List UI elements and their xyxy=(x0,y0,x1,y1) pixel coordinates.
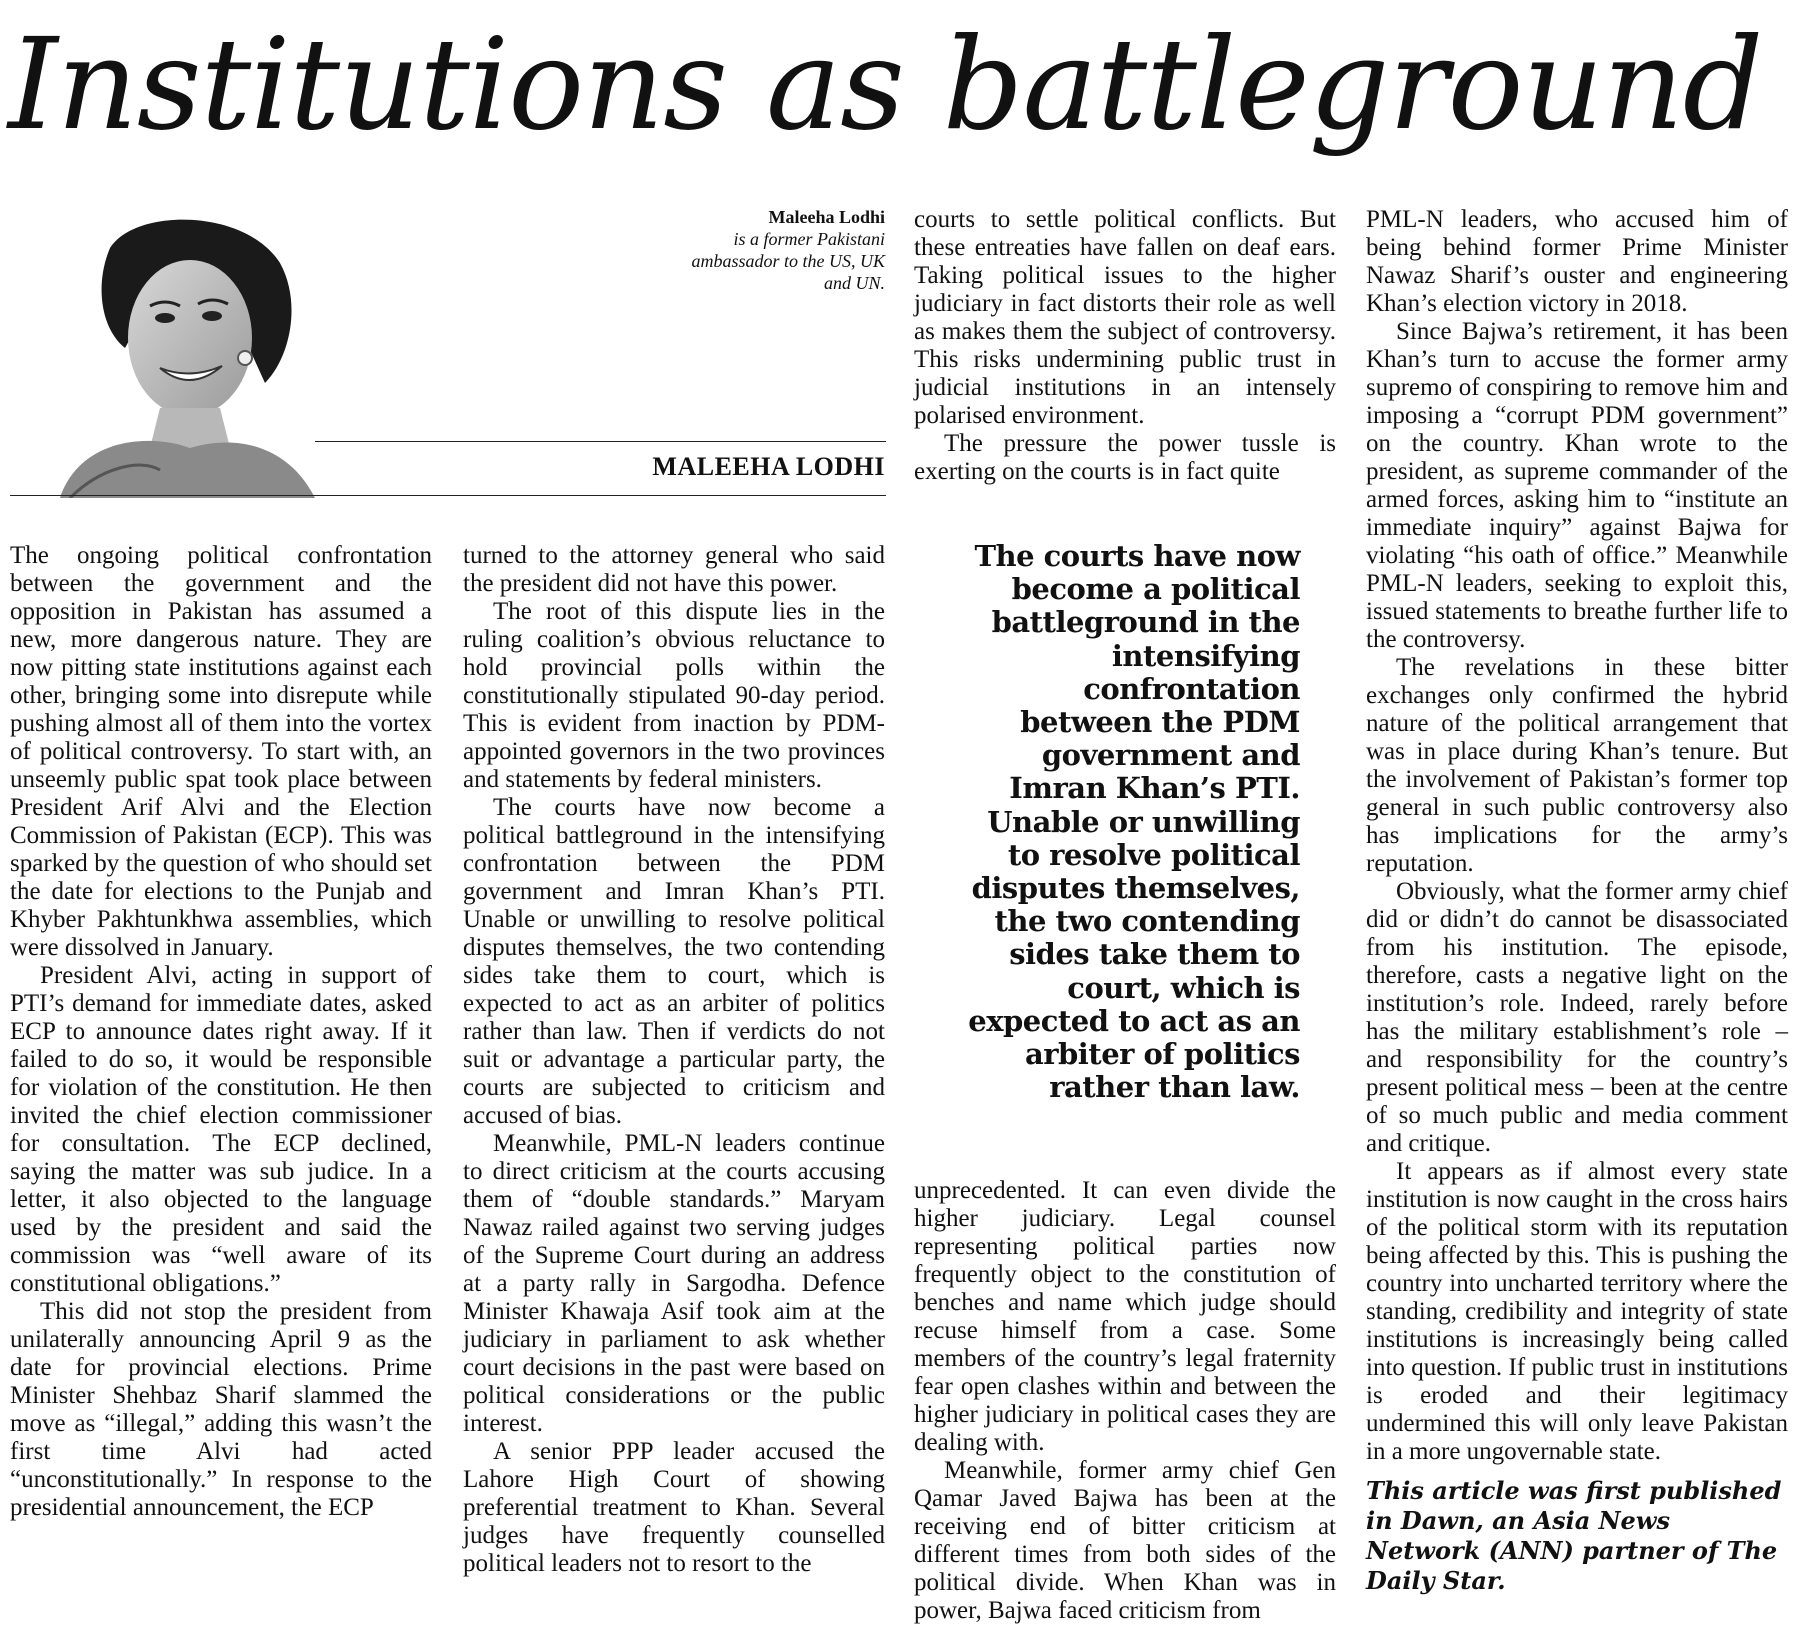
author-portrait-icon xyxy=(40,208,315,498)
paragraph: courts to settle political conflicts. But these entreaties have fallen on deaf ears. Taking political issues to the higher judiciary in fact distorts their role as well as makes them the subject of controversy. This risks undermining public trust in judicial institutions in an intensely polarised environment. xyxy=(914,206,1336,429)
article-column-1 xyxy=(10,542,432,1522)
byline-bottom-rule xyxy=(10,495,886,496)
source-credit: This article was first published in Dawn, an Asia News Network (ANN) partner of The Daily Star. xyxy=(1366,1476,1782,1595)
paragraph: This did not stop the president from unilaterally announcing April 9 as the date for provincial elections. Prime Minister Shehbaz Sharif slammed the move as “illegal,” adding this wasn’t the first time Alvi had acted “unconstitutionally.” In response to the presidential announcement, the ECP xyxy=(10,1298,432,1521)
paragraph: Meanwhile, former army chief Gen Qamar Javed Bajwa has been at the receiving end of bitter criticism at different times from both sides of the political divide. When Khan was in power, Bajwa faced criticism from xyxy=(914,1457,1336,1624)
paragraph: A senior PPP leader accused the Lahore High Court of showing preferential treatment to Khan. Several judges have frequently counselled political leaders not to resort to the xyxy=(463,1438,885,1577)
paragraph: President Alvi, acting in support of PTI’s demand for immediate dates, asked ECP to announce dates right away. If it failed to do so, it would be responsible for violation of the constitution. He then invited the chief election commissioner for consultation. The ECP declined, saying the matter was sub judice. In a letter, it also objected to the language used by the president and said the commission was “well aware of its constitutional obligations.” xyxy=(10,962,432,1297)
article-column-3-top xyxy=(914,206,1336,486)
headline: Institutions as battleground xyxy=(8,11,1763,158)
paragraph: PML-N leaders, who accused him of being behind former Prime Minister Nawaz Sharif’s ouster and engineering Khan’s election victory in 2018. xyxy=(1366,206,1788,317)
article-column-2 xyxy=(463,542,885,1578)
author-bio-line: ambassador to the US, UK xyxy=(691,251,885,271)
pull-quote: The courts have now become a political battleground in the intensifying confrontation between the PDM government and Imran Khan’s PTI. Unable or unwilling to resolve political disputes themselves, the two contending sides take them to court, which is expected to act as an arbiter of politics rather than law. xyxy=(968,539,1300,1105)
author-bio-line: is a former Pakistani xyxy=(733,229,885,249)
paragraph: Obviously, what the former army chief did or didn’t do cannot be disassociated from his institution. The episode, therefore, casts a negative light on the institution’s role. Indeed, rarely before has the military establishment’s role – and responsibility for the country’s present political mess – been at the centre of so much public and media comment and critique. xyxy=(1366,878,1788,1157)
author-bio xyxy=(560,206,885,294)
paragraph: It appears as if almost every state institution is now caught in the cross hairs of the political storm with its reputation being affected by this. This is pushing the country into uncharted territory where the standing, credibility and integrity of state institutions is increasingly being called into question. If public trust in institutions is eroded and their legitimacy undermined this will only leave Pakistan in a more ungovernable state. xyxy=(1366,1158,1788,1465)
paragraph: The root of this dispute lies in the ruling coalition’s obvious reluctance to hold provincial polls within the constitutionally stipulated 90-day period. This is evident from inaction by PDM-appointed governors in the two provinces and statements by federal ministers. xyxy=(463,598,885,793)
byline: MALEEHA LODHI xyxy=(652,452,885,481)
author-bio-line: and UN. xyxy=(823,273,885,293)
article-column-4 xyxy=(1366,206,1788,1596)
paragraph: Since Bajwa’s retirement, it has been Khan’s turn to accuse the former army supremo of conspiring to remove him and imposing a “corrupt PDM government” on the country. Khan wrote to the president, as supreme commander of the armed forces, asking him to “institute an immediate inquiry” against Bajwa for violating “his oath of office.” Meanwhile PML-N leaders, seeking to exploit this, issued statements to breathe further life to the controversy. xyxy=(1366,318,1788,653)
byline-top-rule xyxy=(315,441,886,442)
paragraph: unprecedented. It can even divide the higher judiciary. Legal counsel representing political parties now frequently object to the constitution of benches and name which judge should recuse himself from a case. Some members of the country’s legal fraternity fear open clashes within and between the higher judiciary in political cases they are dealing with. xyxy=(914,1177,1336,1456)
paragraph: The courts have now become a political battleground in the intensifying confrontation between the PDM government and Imran Khan’s PTI. Unable or unwilling to resolve political disputes themselves, the two contending sides take them to court, which is expected to act as an arbiter of politics rather than law. Then if verdicts do not suit or advantage a particular party, the courts are subjected to criticism and accused of bias. xyxy=(463,794,885,1129)
paragraph: The pressure the power tussle is exerting on the courts is in fact quite xyxy=(914,430,1336,485)
paragraph: turned to the attorney general who said the president did not have this power. xyxy=(463,542,885,597)
article-column-3-bottom xyxy=(914,1177,1336,1625)
paragraph: The ongoing political confrontation between the government and the opposition in Pakistan has assumed a new, more dangerous nature. They are now pitting state institutions against each other, bringing some into disrepute while pushing almost all of them into the vortex of political controversy. To start with, an unseemly public spat took place between President Arif Alvi and the Election Commission of Pakistan (ECP). This was sparked by the question of who should set the date for elections to the Punjab and Khyber Pakhtunkhwa assemblies, which were dissolved in January. xyxy=(10,542,432,961)
paragraph: Meanwhile, PML-N leaders continue to direct criticism at the courts accusing them of “double standards.” Maryam Nawaz railed against two serving judges of the Supreme Court during an address at a party rally in Sargodha. Defence Minister Khawaja Asif took aim at the judiciary in parliament to ask whether court decisions in the past were based on political considerations or the public interest. xyxy=(463,1130,885,1437)
author-name: Maleeha Lodhi xyxy=(768,207,885,227)
paragraph: The revelations in these bitter exchanges only confirmed the hybrid nature of the political arrangement that was in place during Khan’s tenure. But the involvement of Pakistan’s former top general in such public controversy also has implications for the army’s reputation. xyxy=(1366,654,1788,877)
